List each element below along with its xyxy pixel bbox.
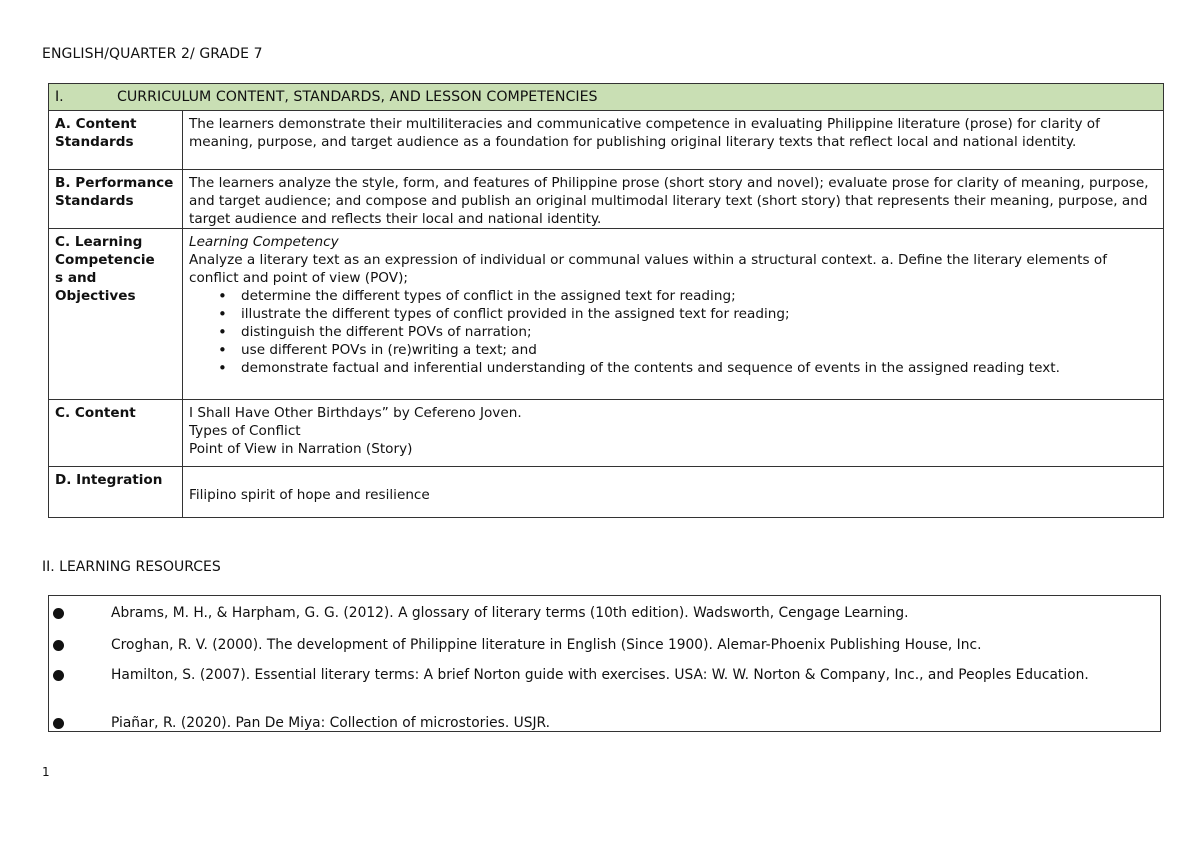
table-row-learning-competencies: [49, 229, 1164, 400]
bullet-icon: [53, 670, 64, 681]
page-title: ENGLISH/QUARTER 2/ GRADE 7: [42, 46, 263, 62]
bullet-icon: [53, 608, 64, 619]
curriculum-table: [48, 83, 1164, 518]
resources-list: [48, 595, 1161, 732]
row-label: D. Integration: [49, 467, 183, 518]
table-row-integration: [49, 467, 1164, 518]
list-item: • determine the different types of conflict in the assigned text for reading;: [189, 287, 1157, 305]
row-label: [49, 229, 183, 400]
list-item: • illustrate the different types of conflict provided in the assigned text for reading;: [189, 305, 1157, 323]
resources-heading: II. LEARNING RESOURCES: [42, 559, 221, 575]
page-number: 1: [42, 765, 50, 779]
section-header-row: [49, 84, 1164, 111]
content-line: I Shall Have Other Birthdays” by Cefereno Joven.: [189, 405, 522, 421]
section-number: I.: [55, 89, 64, 105]
content-standards-text: The learners demonstrate their multiliteracies and communicative competence in evaluating Philippine literature (prose) for clarity of meaning, purpose, and target audience as a foundation for publishing original literary texts that reflect local and national identity.: [183, 111, 1164, 170]
learning-competencies-cell: [183, 229, 1164, 400]
competency-text: Analyze a literary text as an expression of individual or communal values within a structural context. a. Define the literary elements of conflict and point of view (POV);: [189, 252, 1107, 286]
list-item: • demonstrate factual and inferential understanding of the contents and sequence of events in the assigned reading text.: [189, 359, 1157, 377]
bullet-icon: [53, 718, 64, 729]
row-label-line: Objectives: [55, 288, 136, 304]
table-row-performance-standards: [49, 170, 1164, 229]
list-item: • use different POVs in (re)writing a text; and: [189, 341, 1157, 359]
bullet-icon: [53, 640, 64, 651]
content-line: Types of Conflict: [189, 423, 301, 439]
row-label-line: s and: [55, 270, 97, 286]
row-label-line: Competencie: [55, 252, 155, 268]
resource-text: Croghan, R. V. (2000). The development of Philippine literature in English (Since 1900). Alemar-Phoenix Publishing House, Inc.: [111, 637, 982, 653]
row-label: B. Performance Standards: [49, 170, 183, 229]
row-label: C. Content: [49, 400, 183, 467]
row-label: A. Content Standards: [49, 111, 183, 170]
performance-standards-text: The learners analyze the style, form, and features of Philippine prose (short story and novel); evaluate prose for clarity of meaning, purpose, and target audience; and compose and publish an original multimodal literary text (short story) that represents their meaning, purpose, and target audience and reflects their local and national identity.: [183, 170, 1164, 229]
content-line: Point of View in Narration (Story): [189, 441, 413, 457]
list-item: • distinguish the different POVs of narration;: [189, 323, 1157, 341]
content-cell: [183, 400, 1164, 467]
resource-text: Piañar, R. (2020). Pan De Miya: Collection of microstories. USJR.: [111, 715, 551, 731]
table-row-content-standards: [49, 111, 1164, 170]
section-header-cell: [49, 84, 1164, 111]
integration-text: Filipino spirit of hope and resilience: [183, 467, 1164, 518]
competency-heading: Learning Competency: [189, 234, 339, 250]
resource-text: Abrams, M. H., & Harpham, G. G. (2012). A glossary of literary terms (10th edition). Wadsworth, Cengage Learning.: [111, 605, 909, 621]
objectives-list: [189, 287, 1157, 377]
row-label-line: C. Learning: [55, 234, 143, 250]
resource-text: Hamilton, S. (2007). Essential literary terms: A brief Norton guide with exercises. USA: W. W. Norton & Company, Inc., and Peoples Education.: [111, 667, 1089, 683]
table-row-content: [49, 400, 1164, 467]
section-title: CURRICULUM CONTENT, STANDARDS, AND LESSON COMPETENCIES: [117, 89, 598, 105]
